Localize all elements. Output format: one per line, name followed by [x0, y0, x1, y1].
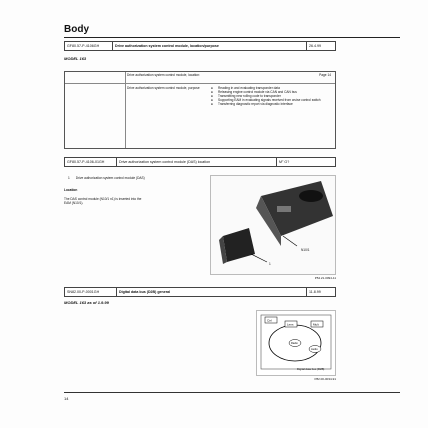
section1-model: MODEL 163 [64, 56, 87, 61]
table-row [65, 72, 335, 84]
section1-code: GF80.57-P-4106GH [65, 42, 113, 50]
d2b-diagram [256, 310, 336, 376]
diagram-caption: Digital data bus (D2B) [297, 367, 325, 371]
section3-code: SN82.00-P-0001GH [65, 288, 117, 296]
row1-label: Drive authorization system control module, location: [127, 73, 200, 77]
list-item: ● Transferring diagnostic report via diagnostic interface [211, 102, 293, 106]
section2-code: GF80.57-P-4106-01GH [65, 158, 117, 166]
row1-value: Page 14 [319, 73, 331, 77]
section3-model: MODEL 163 as of 1.9.99 [64, 300, 109, 305]
section2-date: M° G? [279, 160, 290, 164]
page-title: Body [64, 24, 89, 35]
diag-label: Lens [287, 322, 294, 327]
row2-label: Drive authorization system control module, purpose [127, 86, 200, 90]
list-item: ● Reading in and evaluating transponder data [211, 86, 280, 90]
location-label: Location [64, 188, 78, 192]
figure-code: P54.21-0094-11 [314, 276, 336, 280]
fig-label-1: 1 [269, 262, 271, 266]
diagram-code: P82.00-0034-91 [314, 377, 336, 381]
footer-rule [64, 392, 400, 393]
title-rule [64, 37, 400, 38]
location-text: The DAS control module (N10/1 n1) is inserted into the EAM (N10/1). [64, 197, 142, 205]
table-row [65, 84, 335, 150]
list-item: ● Supporting EAM in evaluating signals received from cruise control switch [211, 98, 321, 102]
diag-label: Radio [291, 342, 298, 345]
diag-label: Ctrl [267, 318, 272, 323]
das-module-illustration [211, 176, 335, 274]
section3-heading: Digital data bus (D2B) general [117, 288, 307, 296]
list-item: ● Releasing engine control module via CAN and CAN bus [211, 90, 297, 94]
page-number: 14 [64, 396, 69, 401]
section1-heading: Drive authorization system control module, location/purpose [113, 42, 307, 50]
section2-heading: Drive authorization system control module (DAS) location [117, 158, 277, 166]
diag-label: Mult [313, 322, 319, 327]
fig-label-n10: N10/1 [301, 248, 310, 252]
bus-ring-diagram [257, 311, 335, 375]
section3-header [64, 287, 336, 297]
purpose-table [64, 71, 336, 149]
diag-label: Audio [311, 348, 318, 351]
section2-note: 1 Drive authorization system control module (DAS) [68, 176, 145, 180]
bullet-list [211, 86, 331, 106]
section3-date: 11.8.99 [309, 290, 321, 294]
section2-header [64, 157, 336, 167]
section1-header [64, 41, 336, 51]
section1-date: 26.4.99 [309, 44, 321, 48]
list-item: ● Transmitting new rolling code to transponder [211, 94, 281, 98]
das-figure [210, 175, 336, 275]
